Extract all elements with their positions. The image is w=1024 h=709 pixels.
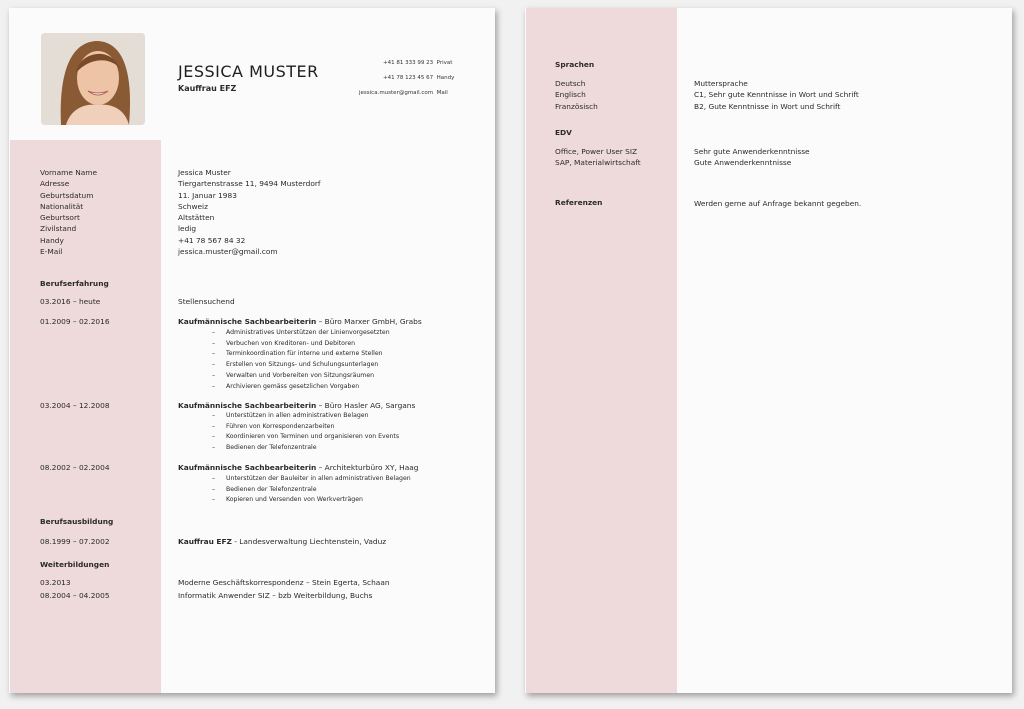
job-date: 01.2009 – 02.2016 [40,317,110,326]
list-item: – Kopieren und Versenden von Werkverträgen [212,496,363,504]
training-date: 03.2013 [40,578,71,587]
personal-values: Jessica Muster Tiergartenstrasse 11, 9494 Musterdorf 11. Januar 1983 Schweiz Altstätten ledig +41 78 567 84 32 jessica.muster@gmail.com [178,168,321,257]
training-date: 08.2004 – 04.2005 [40,591,110,600]
cv-page-1 [9,8,495,693]
heading-edv: EDV [555,128,572,137]
profile-photo [41,33,145,125]
heading-berufserfahrung: Berufserfahrung [40,279,109,288]
accent-band [526,8,677,693]
training-entry: Moderne Geschäftskorrespondenz – Stein Egerta, Schaan [178,578,390,587]
job-title: Kaufmännische Sachbearbeiterin – Büro Hasler AG, Sargans [178,401,416,410]
heading-berufsausbildung: Berufsausbildung [40,517,114,526]
edv-labels: Office, Power User SIZ SAP, Materialwirtschaft [555,147,641,168]
job-status: Stellensuchend [178,297,235,306]
contact-email: jessica.muster@gmail.com Mail [359,90,448,96]
list-item: – Unterstützen der Bauleiter in allen administrativen Belagen [212,475,411,482]
references-text: Werden gerne auf Anfrage bekannt gegeben. [694,199,862,208]
job-date: 03.2016 – heute [40,297,101,306]
list-item: – Bedienen der Telefonzentrale [212,485,317,493]
personal-labels: Vorname Name Adresse Geburtsdatum Nationalität Geburtsort Zivilstand Handy E-Mail [40,168,98,257]
list-item: – Terminkoordination für interne und externe Stellen [212,350,383,358]
list-item: – Führen von Korrespondenzarbeiten [212,422,335,430]
job-title: Kaufmännische Sachbearbeiterin – Büro Marxer GmbH, Grabs [178,317,422,326]
cv-page-2 [525,8,1012,693]
job-task-list [212,411,399,454]
education-date: 08.1999 – 07.2002 [40,537,110,546]
contact-phone-private: +41 81 333 99 23 Privat [383,60,453,66]
candidate-subtitle: Kauffrau EFZ [178,84,237,93]
contact-phone-mobile: +41 78 123 45 67 Handy [383,75,455,81]
language-labels: Deutsch Englisch Französisch [555,79,598,111]
list-item: – Erstellen von Sitzungs- und Schulungsunterlagen [212,361,379,369]
job-date: 08.2002 – 02.2004 [40,463,110,472]
job-task-list [212,474,411,506]
list-item: – Archivieren gemäss gesetzlichen Vorgaben [212,382,360,390]
job-date: 03.2004 – 12.2008 [40,401,110,410]
list-item: – Bedienen der Telefonzentrale [212,444,317,452]
edv-levels: Sehr gute Anwenderkenntnisse Gute Anwenderkenntnisse [694,147,810,168]
list-item: – Verwalten und Vorbereiten von Sitzungsräumen [212,371,375,379]
heading-weiterbildungen: Weiterbildungen [40,560,110,569]
candidate-name: JESSICA MUSTER [178,62,319,81]
job-task-list [212,328,390,392]
language-levels: Muttersprache C1, Sehr gute Kenntnisse in Wort und Schrift B2, Gute Kenntnisse in Wort und Schrift [694,79,859,111]
heading-sprachen: Sprachen [555,60,595,69]
list-item: – Administratives Unterstützen der Linienvorgesetzten [212,329,390,336]
list-item: – Unterstützen in allen administrativen Belagen [212,412,369,419]
job-title: Kaufmännische Sachbearbeiterin – Architekturbüro XY, Haag [178,463,419,472]
list-item: – Koordinieren von Terminen und organisieren von Events [212,433,400,441]
training-entry: Informatik Anwender SIZ – bzb Weiterbildung, Buchs [178,591,373,600]
list-item: – Verbuchen von Kreditoren- und Debitoren [212,339,356,347]
heading-referenzen: Referenzen [555,198,603,207]
education-entry: Kauffrau EFZ - Landesverwaltung Liechtenstein, Vaduz [178,537,387,546]
